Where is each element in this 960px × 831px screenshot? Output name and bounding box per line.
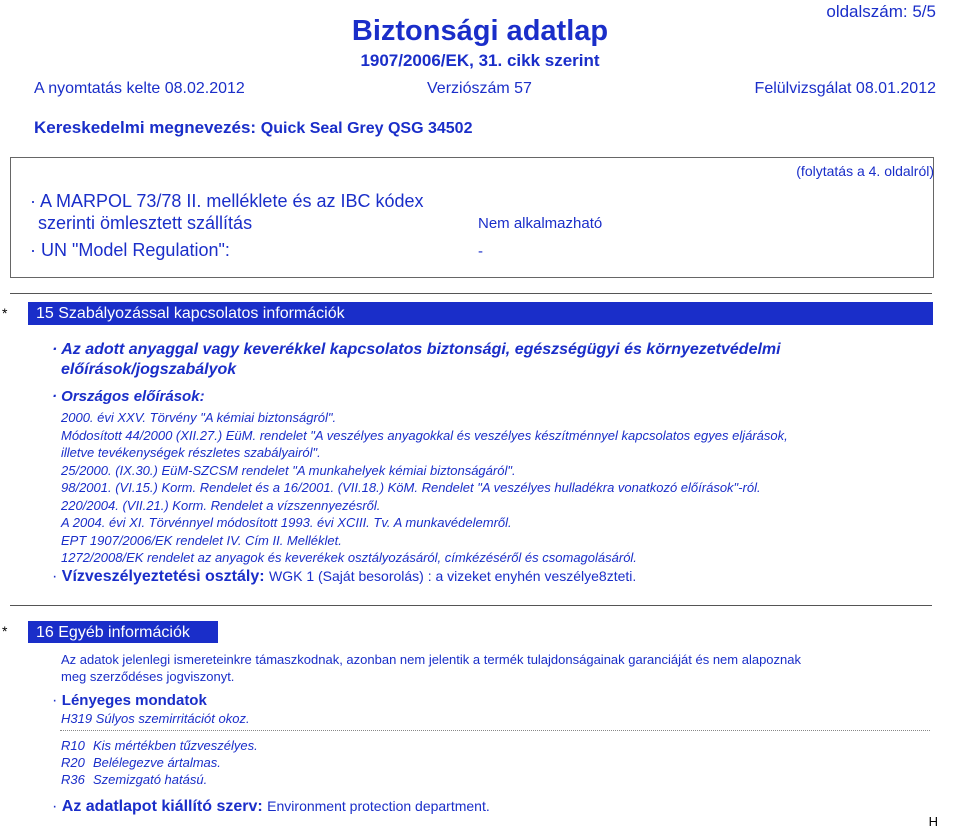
- r-phrase-code: R10: [61, 738, 85, 753]
- revision-date: Felülvizsgálat 08.01.2012: [754, 80, 936, 97]
- issuer-value: Environment protection department.: [267, 798, 490, 814]
- regulation-item: EPT 1907/2006/EK rendelet IV. Cím II. Melléklet.: [61, 532, 342, 548]
- water-hazard-row: · Vízveszélyeztetési osztály: WGK 1 (Saját besorolás) : a vizeket enyhén veszélye8zteti.: [52, 568, 637, 585]
- marpol-line-1: · A MARPOL 73/78 II. melléklete és az IBC kódex: [30, 191, 424, 211]
- version-number: Verziószám 57: [427, 80, 532, 97]
- footer-mark: H: [928, 814, 938, 829]
- r-phrase-code: R36: [61, 772, 85, 787]
- regulation-item: 98/2001. (VI.15.) Korm. Rendelet és a 16/2001. (VII.18.) KöM. Rendelet "A veszélyes hulladékra vonatkozó előírások"-ról.: [61, 480, 761, 495]
- phrase-separator: [60, 730, 930, 731]
- intro-line-1: Az adatok jelenlegi ismereteinkre támaszkodnak, azonban nem jelentik a termék tulajdonságainak garanciáját és nem alapoznak: [61, 652, 801, 667]
- regulation-list: [61, 409, 788, 567]
- regulation-item: 220/2004. (VII.21.) Korm. Rendelet a vízszennyezésről.: [61, 497, 381, 513]
- regulation-item: 2000. évi XXV. Törvény "A kémiai biztonságról".: [61, 410, 337, 425]
- heading-line-1: Az adott anyaggal vagy keverékkel kapcsolatos biztonsági, egészségügyi és környezetvédelmi: [61, 341, 781, 358]
- trade-name: [34, 118, 472, 138]
- section-15-heading: · Az adott anyaggal vagy keverékkel kapcsolatos biztonsági, egészségügyi és környezetvédelmi előírások/jogszabályok: [52, 341, 781, 378]
- national-regulations-label: · Országos előírások:: [52, 388, 205, 405]
- issuer-label: Az adatlapot kiállító szerv:: [61, 798, 263, 815]
- section-16-title: 16 Egyéb információk: [36, 624, 190, 641]
- section-16-change-marker: *: [2, 623, 8, 639]
- r-phrase-text: Szemizgató hatású.: [93, 772, 208, 787]
- heading-line-2: előírások/jogszabályok: [61, 361, 237, 378]
- section-15-divider: [10, 293, 932, 294]
- marpol-line-2: szerinti ömlesztett szállítás: [38, 213, 253, 233]
- h-phrase: H319 Súlyos szemirritációt okoz.: [61, 711, 250, 726]
- section-16-intro: [61, 651, 801, 685]
- national-regulations-text: Országos előírások:: [61, 388, 205, 405]
- water-hazard-value: WGK 1 (Saját besorolás) : a vizeket enyhén veszélye8zteti.: [269, 568, 637, 584]
- section-16-divider: [10, 605, 932, 606]
- r-phrase-item: [61, 737, 258, 754]
- un-regulation-label: · UN "Model Regulation":: [30, 240, 230, 260]
- marpol-label: [30, 190, 424, 234]
- regulation-item: A 2004. évi XI. Törvénnyel módosított 1993. évi XCIII. Tv. A munkavédelemről.: [61, 515, 512, 530]
- r-phrase-text: Belélegezve ártalmas.: [93, 755, 221, 770]
- r-phrase-text: Kis mértékben tűzveszélyes.: [93, 738, 258, 753]
- marpol-value: Nem alkalmazható: [478, 215, 603, 232]
- continued-note: (folytatás a 4. oldalról): [796, 163, 934, 179]
- r-phrase-item: [61, 771, 258, 788]
- r-phrase-item: [61, 754, 258, 771]
- relevant-phrases-text: Lényeges mondatok: [61, 692, 207, 709]
- r-phrase-code: R20: [61, 755, 85, 770]
- document-subtitle: 1907/2006/EK, 31. cikk szerint: [360, 51, 600, 70]
- r-phrase-list: [61, 737, 258, 788]
- page-number: oldalszám: 5/5: [826, 2, 936, 21]
- regulation-item: 25/2000. (IX.30.) EüM-SZCSM rendelet "A munkahelyek kémiai biztonságáról".: [61, 462, 516, 478]
- issuer-row: · Az adatlapot kiállító szerv: Environment protection department.: [52, 798, 490, 815]
- regulation-item: 1272/2008/EK rendelet az anyagok és keverékek osztályozásáról, címkézéséről és csomagolásáról.: [61, 550, 637, 565]
- water-hazard-label: Vízveszélyeztetési osztály:: [61, 568, 265, 585]
- regulation-item: illetve tevékenységek részletes szabályairól".: [61, 445, 321, 460]
- intro-line-2: meg szerződéses jogviszonyt.: [61, 669, 235, 684]
- section-15-title: 15 Szabályozással kapcsolatos információk: [36, 305, 345, 322]
- trade-name-label: Kereskedelmi megnevezés:: [34, 118, 257, 137]
- section-16-header: [28, 621, 218, 643]
- document-title: Biztonsági adatlap: [351, 15, 609, 47]
- relevant-phrases-label: · Lényeges mondatok: [52, 692, 207, 709]
- trade-name-value: Quick Seal Grey QSG 34502: [260, 120, 473, 137]
- section-15-header: [28, 302, 933, 325]
- section-15-change-marker: *: [2, 305, 8, 321]
- print-date: A nyomtatás kelte 08.02.2012: [34, 80, 245, 97]
- regulation-item: Módosított 44/2000 (XII.27.) EüM. rendelet "A veszélyes anyagokkal és veszélyes készítménnyel kapcsolatos egyes eljárások,: [61, 427, 788, 443]
- un-regulation-value: -: [478, 243, 483, 260]
